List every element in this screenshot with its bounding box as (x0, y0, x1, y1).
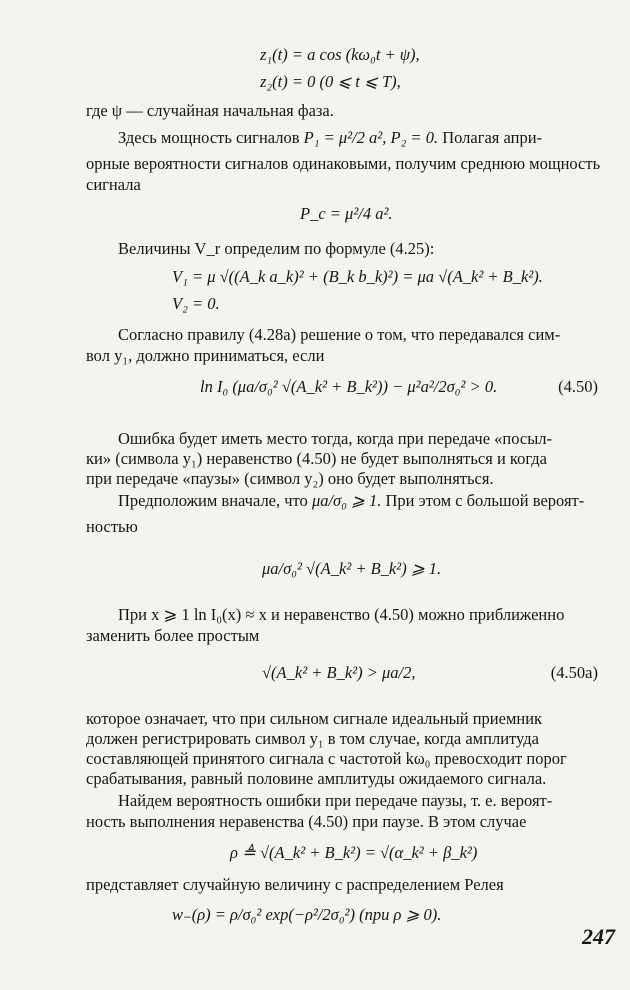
formula-assume-inline: μa/σ₀ ⩾ 1. (311, 491, 382, 510)
equation-number-4-50a: (4.50а) (550, 663, 598, 682)
formula-rho: ρ ≜ √(A_k² + B_k²) = √(α_k² + β_k²) (230, 843, 478, 862)
text-means-line-2: должен регистрировать символ y₁ в том случае, когда амплитуда (86, 729, 539, 748)
formula-v2: V₂ = 0. (172, 294, 220, 313)
text-x-line-1: При x ⩾ 1 ln I₀(x) ≈ x и неравенство (4.50) можно приближенно (118, 605, 565, 624)
formula-4-50: ln I₀ (μa/σ₀² √(A_k² + B_k²)) − μ²a²/2σ₀² > 0. (200, 377, 498, 396)
text-assume-tail: При этом с большой вероят- (385, 491, 585, 510)
text-find-line-2: ность выполнения неравенства (4.50) при паузе. В этом случае (86, 812, 527, 831)
text-rayleigh: представляет случайную величину с распределением Релея (86, 875, 504, 894)
equation-number-4-50: (4.50) (558, 377, 598, 396)
text-assume-lead: Предположим вначале, что (118, 491, 308, 510)
text-x-line-2: заменить более простым (86, 626, 260, 645)
text-power-line-2: орные вероятности сигналов одинаковыми, получим среднюю мощность (86, 154, 601, 173)
text-power-line-1 (118, 127, 542, 148)
text-means-line-3: составляющей принятого сигнала с частотой kω₀ превосходит порог (86, 749, 567, 768)
text-assume-line-2: ностью (86, 517, 138, 536)
formula-w: w₋(ρ) = ρ/σ₀² exp(−ρ²/2σ₀²) (при ρ ⩾ 0). (172, 905, 442, 924)
text-power-line-3: сигнала (86, 175, 141, 194)
formula-z2: z₂(t) = 0 (0 ⩽ t ⩽ T), (260, 72, 401, 91)
text-vr: Величины V_r определим по формуле (4.25): (118, 239, 435, 258)
text-psi: где ψ — случайная начальная фаза. (86, 101, 334, 120)
text-rule-line-2: вол y₁, должно приниматься, если (86, 346, 325, 365)
text-power-lead: Здесь мощность сигналов (118, 128, 300, 147)
formula-4-50a: √(A_k² + B_k²) > μa/2, (262, 663, 416, 682)
formula-power-inline: P₁ = μ²/2 a², P₂ = 0. (303, 128, 439, 147)
text-error-line-3: при передаче «паузы» (символ y₂) оно будет выполняться. (86, 469, 494, 488)
text-find-line-1: Найдем вероятность ошибки при передаче паузы, т. е. вероят- (118, 791, 553, 810)
text-rule-line-1: Согласно правилу (4.28а) решение о том, что передавался сим- (118, 325, 561, 344)
text-power-tail: Полагая апри- (442, 128, 543, 147)
text-means-line-4: срабатывания, равный половине амплитуды ожидаемого сигнала. (86, 769, 547, 788)
text-means-line-1: которое означает, что при сильном сигнале идеальный приемник (86, 709, 543, 728)
text-assume-line-1 (118, 490, 584, 511)
text-error-line-2: ки» (символа y₁) неравенство (4.50) не будет выполняться и когда (86, 449, 548, 468)
formula-z1: z₁(t) = a cos (kω₀t + ψ), (260, 45, 420, 64)
formula-v1: V₁ = μ √((A_k a_k)² + (B_k b_k)²) = μa √(A_k² + B_k²). (172, 267, 543, 286)
formula-probability: μa/σ₀² √(A_k² + B_k²) ⩾ 1. (262, 559, 442, 578)
page-number: 247 (582, 924, 615, 949)
formula-pc: P_c = μ²/4 a². (300, 204, 393, 223)
text-error-line-1: Ошибка будет иметь место тогда, когда при передаче «посыл- (118, 429, 553, 448)
